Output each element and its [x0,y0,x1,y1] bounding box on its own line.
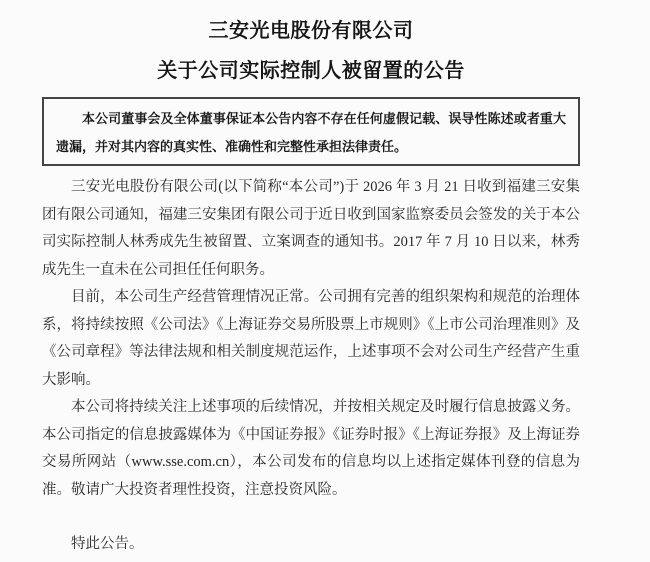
paragraph-closing: 特此公告。 [71,536,144,552]
disclaimer-text: 本公司董事会及全体董事保证本公告内容不存在任何虚假记载、误导性陈述或者重大遗漏，并对其内容的真实性、准确性和完整性承担法律责任。 [56,111,566,154]
announcement-title: 关于公司实际控制人被留置的公告 [157,60,465,82]
paragraph-operations: 目前，本公司生产经营管理情况正常。公司拥有完善的组织架构和规范的治理体系，将持续按照《公司法》《上海证券交易所股票上市规则》《上市公司治理准则》及《公司章程》等法律法规和相关制度规范运作，上述事项不会对公司生产经营产生重大影响。 [42,289,580,388]
paragraph-disclosure: 本公司将持续关注上述事项的后续情况，并按相关规定及时履行信息披露义务。本公司指定的信息披露媒体为《中国证券报》《证券时报》《上海证券报》及上海证券交易所网站（www.sse.com.cn），本公司发布的信息均以上述指定媒体刊登的信息为准。敬请广大投资者理性投资，注意投资风险。 [42,399,580,498]
company-name-title: 三安光电股份有限公司 [208,20,414,42]
disclaimer-box [42,97,580,166]
announcement-body [42,174,580,559]
paragraph-notice: 三安光电股份有限公司(以下简称“本公司”)于 2026 年 3 月 21 日收到福建三安集团有限公司通知，福建三安集团有限公司于近日收到国家监察委员会签发的关于本公司实际控制人林秀成先生被留置、立案调查的通知书。2017 年 7 月 10 日以来，林秀成先生一直未在公司担任任何职务。 [42,179,580,278]
